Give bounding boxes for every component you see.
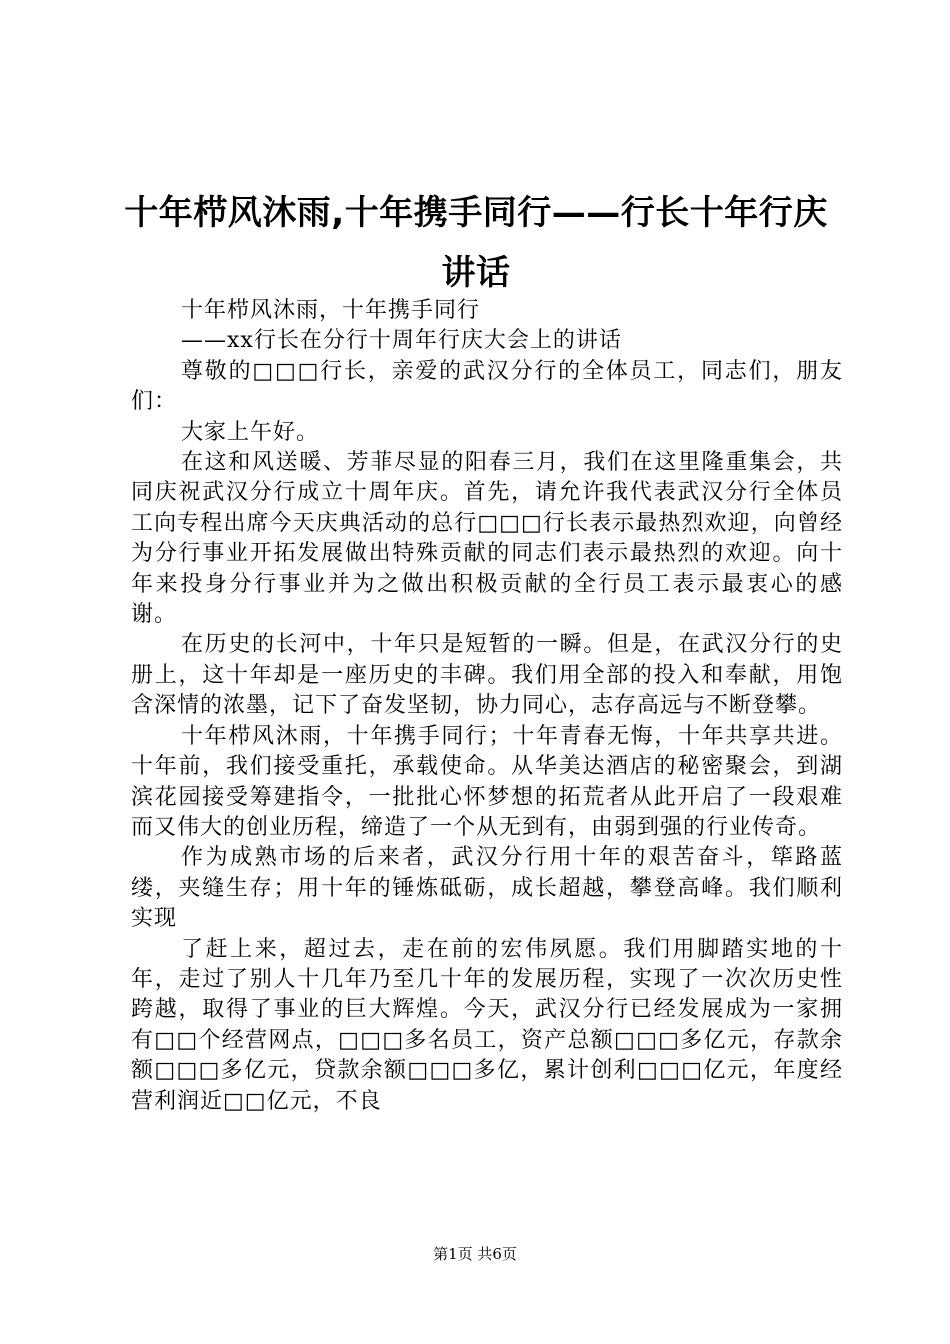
body-paragraph: 了赶上来，超过去，走在前的宏伟夙愿。我们用脚踏实地的十年，走过了别人十几年乃至几十年的发展历程，实现了一次次历史性跨越，取得了事业的巨大辉煌。今天，武汉分行已经发展成为一家拥有□□个经营网点，□□□多名员工，资产总额□□□多亿元，存款余额□□□多亿元，贷款余额□□□多亿，累计创利□□□亿元，年度经营利润近□□亿元，不良 <box>131 936 843 1114</box>
subtitle-line: 十年栉风沐雨，十年携手同行 <box>181 298 481 323</box>
body-paragraph: 在历史的长河中，十年只是短暂的一瞬。但是，在武汉分行的史册上，这十年却是一座历史的丰碑。我们用全部的投入和奉献，用饱含深情的浓墨，记下了奋发坚韧，协力同心，志存高远与不断登攀。 <box>131 632 843 719</box>
greeting-paragraph: 大家上午好。 <box>181 419 320 445</box>
document-title: 十年栉风沐雨,十年携手同行——行长十年行庆讲话 <box>124 193 828 293</box>
document-body <box>131 296 843 1117</box>
body-paragraph: 在这和风送暖、芳菲尽显的阳春三月，我们在这里隆重集会，共同庆祝武汉分行成立十周年庆。首先，请允许我代表武汉分行全体员工向专程出席今天庆典活动的总行□□□行长表示最热烈欢迎，向曾经为分行事业开拓发展做出特殊贡献的同志们表示最热烈的欢迎。向十年来投身分行事业并为之做出积极贡献的全行员工表示最衷心的感谢。 <box>131 450 843 628</box>
page-footer: 第1页 共6页 <box>433 1245 517 1263</box>
body-paragraph: 作为成熟市场的后来者，武汉分行用十年的艰苦奋斗，筚路蓝缕，夹缝生存；用十年的锤炼砥砺，成长超越，攀登高峰。我们顺利实现 <box>131 845 843 932</box>
body-paragraph: 十年栉风沐雨，十年携手同行；十年青春无悔，十年共享共进。十年前，我们接受重托，承载使命。从华美达酒店的秘密聚会，到湖滨花园接受筹建指令，一批批心怀梦想的拓荒者从此开启了一段艰难而又伟大的创业历程，缔造了一个从无到有，由弱到强的行业传奇。 <box>131 723 843 840</box>
speaker-line: ——xx行长在分行十周年行庆大会上的讲话 <box>181 328 622 354</box>
salutation-paragraph: 尊敬的□□□行长，亲爱的武汉分行的全体员工，同志们，朋友们： <box>131 358 843 415</box>
